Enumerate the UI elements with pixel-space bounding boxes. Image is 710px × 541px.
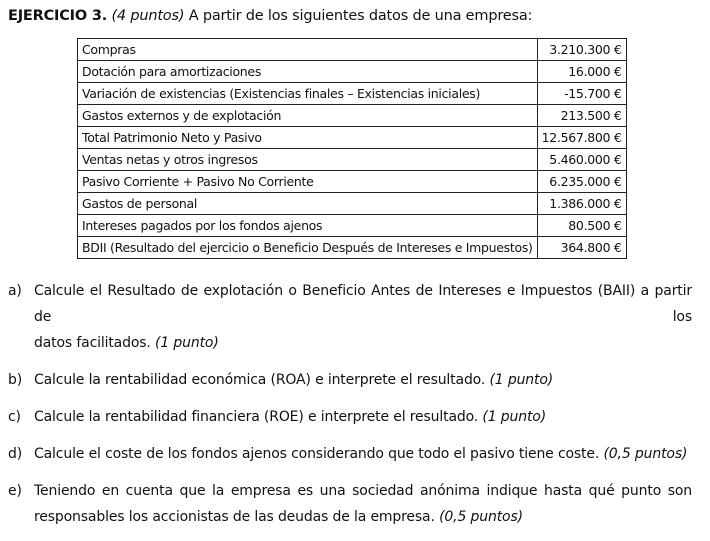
row-value: 3.210.300 € bbox=[537, 39, 626, 61]
table-row bbox=[78, 105, 627, 127]
row-value: 1.386.000 € bbox=[537, 193, 626, 215]
question-marker: d) bbox=[8, 446, 23, 462]
row-label: Dotación para amortizaciones bbox=[78, 61, 538, 83]
row-value: 16.000 € bbox=[537, 61, 626, 83]
question-a bbox=[8, 278, 692, 356]
exercise-points: (4 puntos) bbox=[111, 8, 185, 24]
question-points: (1 punto) bbox=[482, 409, 547, 425]
row-value: 6.235.000 € bbox=[537, 171, 626, 193]
row-label: Pasivo Corriente + Pasivo No Corriente bbox=[78, 171, 538, 193]
question-text: datos facilitados. bbox=[34, 335, 151, 351]
row-label: Gastos de personal bbox=[78, 193, 538, 215]
question-text: Calcule el coste de los fondos ajenos considerando que todo el pasivo tiene coste. bbox=[34, 446, 600, 462]
row-label: Total Patrimonio Neto y Pasivo bbox=[78, 127, 538, 149]
table-row bbox=[78, 61, 627, 83]
table-row bbox=[78, 237, 627, 259]
exercise-heading bbox=[8, 8, 532, 24]
question-points: (1 punto) bbox=[155, 335, 219, 351]
table-row bbox=[78, 127, 627, 149]
row-label: Gastos externos y de explotación bbox=[78, 105, 538, 127]
row-value: 5.460.000 € bbox=[537, 149, 626, 171]
row-label: Variación de existencias (Existencias finales – Existencias iniciales) bbox=[78, 83, 538, 105]
question-points: (0,5 puntos) bbox=[439, 509, 523, 525]
questions-list bbox=[8, 278, 692, 541]
row-label: Ventas netas y otros ingresos bbox=[78, 149, 538, 171]
question-text: responsables los accionistas de las deudas de la empresa. bbox=[34, 509, 435, 525]
question-text: Calcule la rentabilidad económica (ROA) e interprete el resultado. bbox=[34, 372, 486, 388]
table-row bbox=[78, 149, 627, 171]
question-marker: b) bbox=[8, 372, 23, 388]
table-row bbox=[78, 215, 627, 237]
question-d bbox=[8, 441, 692, 467]
question-e bbox=[8, 478, 692, 530]
question-marker: c) bbox=[8, 409, 21, 425]
question-text: Calcule el Resultado de explotación o Beneficio Antes de Intereses e Impuestos (BAII) a partir de los bbox=[34, 283, 692, 325]
question-marker: e) bbox=[8, 483, 22, 499]
row-value: 12.567.800 € bbox=[537, 127, 626, 149]
row-value: -15.700 € bbox=[537, 83, 626, 105]
row-value: 80.500 € bbox=[537, 215, 626, 237]
row-label: Compras bbox=[78, 39, 538, 61]
question-c bbox=[8, 404, 692, 430]
question-marker: a) bbox=[8, 283, 22, 299]
row-value: 364.800 € bbox=[537, 237, 626, 259]
question-text: Teniendo en cuenta que la empresa es una sociedad anónima indique hasta qué punto son bbox=[34, 483, 692, 499]
row-label: Intereses pagados por los fondos ajenos bbox=[78, 215, 538, 237]
question-b bbox=[8, 367, 692, 393]
question-text: Calcule la rentabilidad financiera (ROE) e interprete el resultado. bbox=[34, 409, 479, 425]
table-row bbox=[78, 39, 627, 61]
row-label: BDII (Resultado del ejercicio o Beneficio Después de Intereses e Impuestos) bbox=[78, 237, 538, 259]
row-value: 213.500 € bbox=[537, 105, 626, 127]
table-row bbox=[78, 83, 627, 105]
table-row bbox=[78, 171, 627, 193]
exercise-intro: A partir de los siguientes datos de una empresa: bbox=[188, 8, 533, 24]
question-points: (1 punto) bbox=[489, 372, 554, 388]
company-data-table bbox=[77, 38, 627, 259]
table-row bbox=[78, 193, 627, 215]
question-points: (0,5 puntos) bbox=[603, 446, 688, 462]
exercise-title: EJERCICIO 3. bbox=[8, 8, 108, 24]
